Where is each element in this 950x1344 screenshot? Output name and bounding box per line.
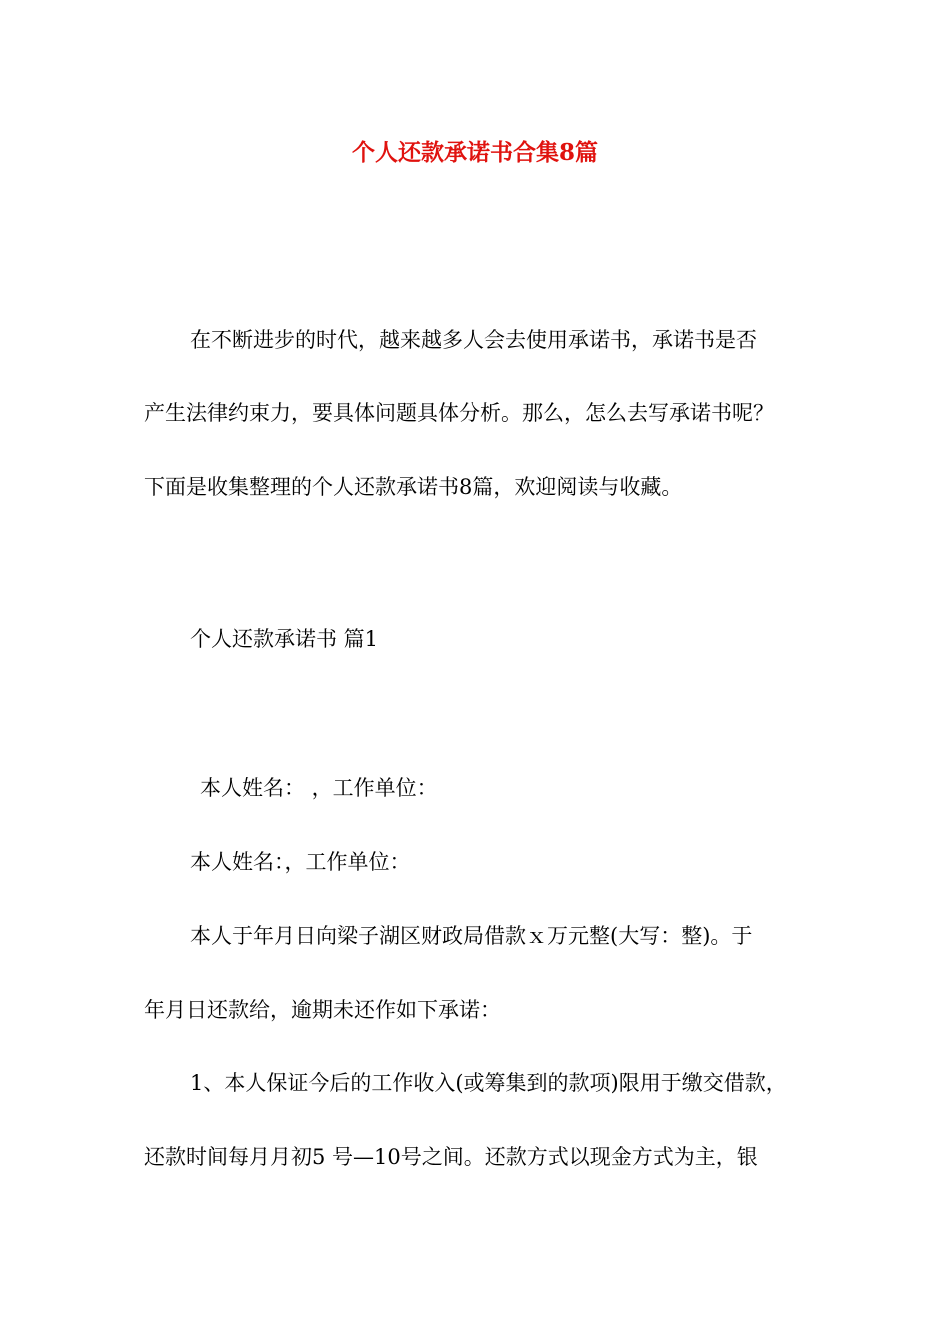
document-title: 个人还款承诺书合集8篇 <box>351 139 598 166</box>
body-line-name-1: 本人姓名： ，工作单位： <box>200 776 438 800</box>
intro-line-1: 在不断进步的时代，越来越多人会去使用承诺书，承诺书是否 <box>190 328 757 352</box>
body-line-name-2: 本人姓名：，工作单位： <box>190 850 411 874</box>
intro-line-3: 下面是收集整理的个人还款承诺书8篇，欢迎阅读与收藏。 <box>144 475 683 499</box>
body-line-clause-1a: 1、本人保证今后的工作收入(或筹集到的款项)限用于缴交借款， <box>190 1071 787 1095</box>
body-line-clause-1b: 还款时间每月月初5 号—10号之间。还款方式以现金方式为主，银 <box>144 1145 758 1169</box>
body-line-loan-2: 年月日还款给，逾期未还作如下承诺： <box>144 998 501 1022</box>
intro-line-2: 产生法律约束力，要具体问题具体分析。那么，怎么去写承诺书呢？ <box>144 401 774 425</box>
body-line-loan-1: 本人于年月日向梁子湖区财政局借款ｘ万元整(大写：整)。于 <box>190 924 753 948</box>
section-heading-1: 个人还款承诺书 篇1 <box>190 627 379 651</box>
